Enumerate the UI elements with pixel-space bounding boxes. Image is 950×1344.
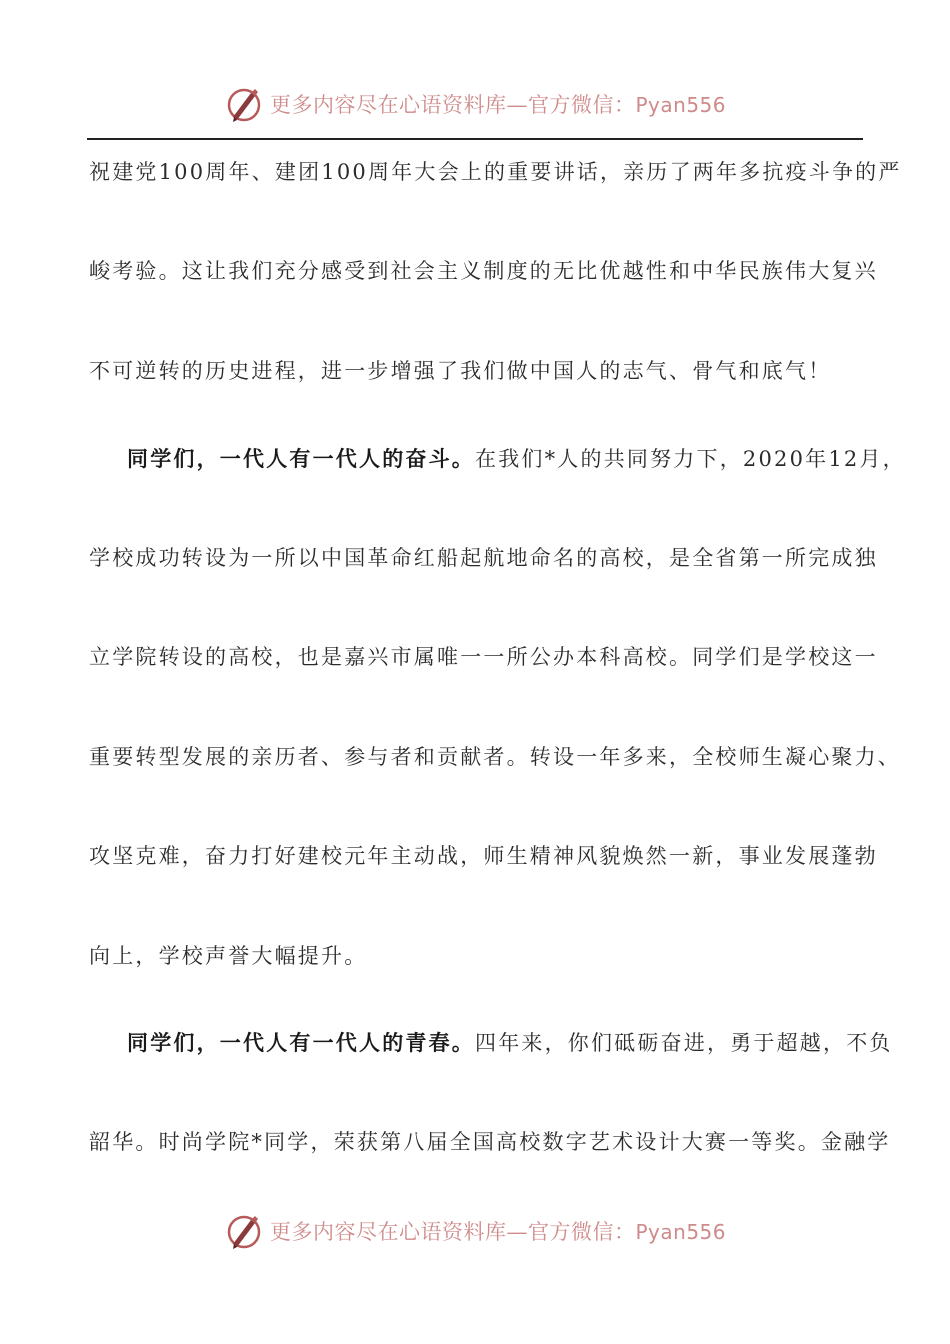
- text-line: 不可逆转的历史进程，进一步增强了我们做中国人的志气、骨气和底气！: [89, 359, 832, 383]
- pen-circle-logo-icon: [224, 1211, 264, 1251]
- paragraph-lead-rest: 在我们*人的共同努力下，2020年12月，: [475, 447, 906, 471]
- text-line: 学校成功转设为一所以中国革命红船起航地命名的高校，是全省第一所完成独: [89, 546, 878, 570]
- header-banner-text: [270, 89, 726, 119]
- footer-banner-main: 更多内容尽在心语资料库—官方微信：: [269, 1220, 636, 1244]
- header-rule: [87, 138, 863, 140]
- paragraph-lead-line: [127, 444, 906, 474]
- text-line: 韶华。时尚学院*同学，荣获第八届全国高校数字艺术设计大赛一等奖。金融学: [89, 1130, 891, 1154]
- pen-circle-logo-icon: [224, 84, 264, 124]
- paragraph-lead-line: [127, 1028, 893, 1058]
- paragraph-lead-bold: 同学们，一代人有一代人的奋斗。: [127, 446, 475, 471]
- footer-wechat-id: Pyan556: [635, 1220, 726, 1244]
- text-line: 重要转型发展的亲历者、参与者和贡献者。转设一年多来，全校师生凝心聚力、: [89, 745, 901, 769]
- paragraph-lead-rest: 四年来，你们砥砺奋进，勇于超越，不负: [475, 1031, 893, 1055]
- text-line: 峻考验。这让我们充分感受到社会主义制度的无比优越性和中华民族伟大复兴: [89, 259, 878, 283]
- paragraph-lead-bold: 同学们，一代人有一代人的青春。: [127, 1030, 475, 1055]
- footer-banner: [0, 1209, 950, 1253]
- header-banner: [0, 82, 950, 126]
- text-line: 祝建党100周年、建团100周年大会上的重要讲话，亲历了两年多抗疫斗争的严: [89, 160, 902, 184]
- header-banner-main: 更多内容尽在心语资料库—官方微信：: [269, 93, 636, 117]
- footer-banner-text: [270, 1216, 726, 1246]
- text-line: 向上，学校声誉大幅提升。: [89, 944, 368, 968]
- text-line: 立学院转设的高校，也是嘉兴市属唯一一所公办本科高校。同学们是学校这一: [89, 645, 878, 669]
- header-wechat-id: Pyan556: [635, 93, 726, 117]
- text-line: 攻坚克难，奋力打好建校元年主动战，师生精神风貌焕然一新，事业发展蓬勃: [89, 844, 878, 868]
